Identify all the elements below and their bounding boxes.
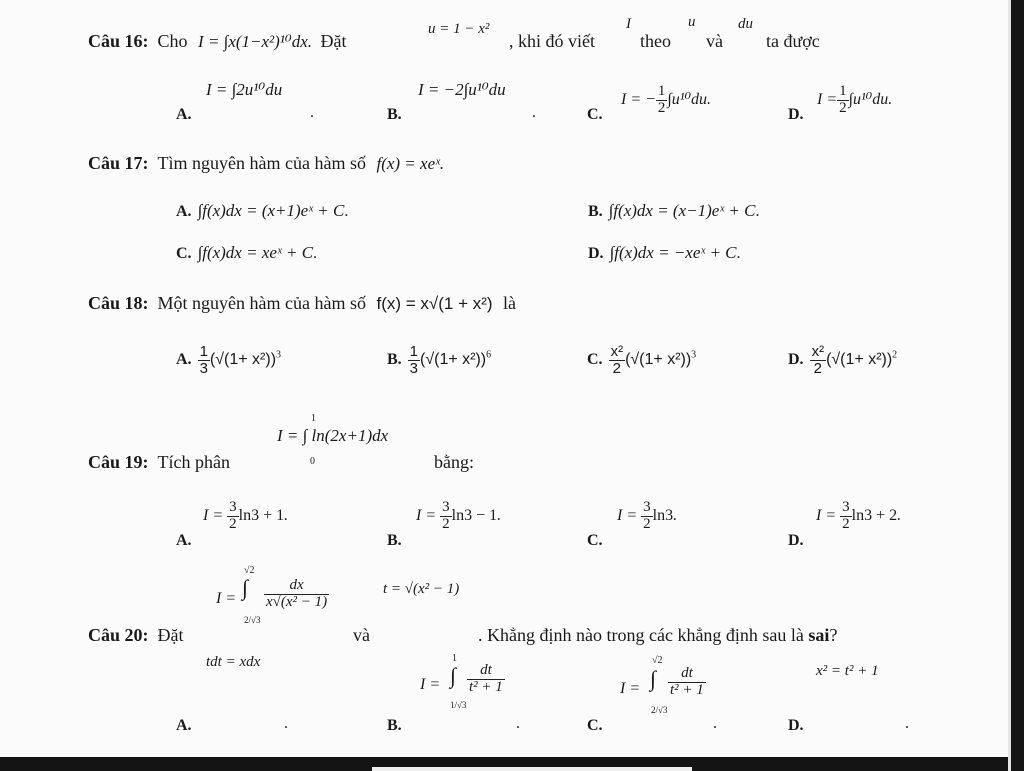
- option-b-lower: 1/√3: [450, 700, 467, 710]
- option-c-expression: (√(1+ x²)): [625, 351, 692, 369]
- option-d-expression: (√(1+ x²)): [826, 351, 893, 369]
- option-b-expression: I = −2∫u¹⁰du: [418, 80, 506, 99]
- question-number: Câu 19:: [88, 452, 149, 472]
- screen-edge-bottom: [0, 757, 1008, 771]
- option-a[interactable]: A. $\frac{1}{3}$ $(√(1+ x^2))^3$: [176, 343, 282, 377]
- question-text: Đặt: [320, 31, 347, 51]
- function-expression: f(x) = xeˣ.: [376, 154, 445, 173]
- option-b-fraction: $\frac{dt}{\text{t² + 1}}$: [469, 662, 503, 695]
- question-text: Tìm nguyên hàm của hàm số: [157, 153, 366, 173]
- option-d[interactable]: D.: [788, 106, 804, 123]
- variable-du: du: [738, 16, 753, 32]
- question-text: , khi đó viết: [509, 31, 595, 51]
- question-text: ta được: [766, 31, 820, 51]
- question-20: [88, 625, 184, 646]
- variable-I: I: [626, 16, 631, 32]
- substitution-expression: t = √(x² − 1): [383, 581, 460, 597]
- option-d-expression: ∫f(x)dx = −xeˣ + C: [609, 243, 737, 262]
- integral-upper-bound: √2: [244, 565, 255, 576]
- integral-fraction: $\frac{dx}{\text{x√(x² − 1)}}$: [266, 577, 328, 610]
- option-b-upper: 1: [452, 653, 457, 664]
- option-a[interactable]: A.: [176, 106, 192, 123]
- option-b[interactable]: B.: [387, 717, 402, 734]
- option-c-lower: 2/√3: [651, 705, 668, 715]
- option-c[interactable]: C. ∫f(x)dx = xeˣ + C.: [176, 243, 318, 262]
- question-number: Câu 18:: [88, 293, 149, 313]
- option-d[interactable]: D. ∫f(x)dx = −xeˣ + C.: [588, 243, 741, 262]
- option-c-expression: ∫f(x)dx = xeˣ + C: [197, 243, 314, 262]
- option-b-end: .: [516, 715, 520, 732]
- option-c-end: .: [713, 715, 717, 732]
- question-text: theo: [640, 31, 671, 51]
- question-18: [88, 293, 516, 314]
- question-text: và: [353, 625, 370, 645]
- screen-edge-right: [1008, 0, 1024, 771]
- integral-lower-bound: 2/√3: [244, 615, 261, 625]
- integral-sign: ∫: [242, 575, 249, 600]
- integral-expression: I = ∫x(1−x²)¹⁰dx.: [198, 32, 313, 51]
- option-c[interactable]: C. $\frac{\text{x²}}{2}$ $(√(1+ x^2))^3$: [587, 343, 697, 377]
- question-text: Tích phân: [157, 452, 230, 472]
- question-text: Một nguyên hàm của hàm số: [157, 293, 366, 313]
- option-b[interactable]: B. ∫f(x)dx = (x−1)eˣ + C.: [588, 201, 760, 220]
- option-c-fraction: $\frac{dt}{\text{t² + 1}}$: [670, 665, 704, 698]
- screen-glow: [372, 767, 692, 771]
- option-c-prefix: I =: [620, 680, 641, 697]
- option-b-expression: (√(1+ x²)): [420, 351, 487, 369]
- option-c-expression: I = − $\frac{1}{2}$ ∫u¹⁰du.: [621, 83, 712, 116]
- integral-upper-bound: 1: [311, 413, 316, 424]
- option-b-expression: ∫f(x)dx = (x−1)eˣ + C: [608, 201, 756, 220]
- integral-expression: I = ∫ ln(2x+1)dx: [277, 426, 389, 445]
- option-a[interactable]: A.: [176, 532, 192, 549]
- option-a[interactable]: A. ∫f(x)dx = (x+1)eˣ + C.: [176, 201, 349, 220]
- question-number: Câu 20:: [88, 625, 149, 645]
- question-19: [88, 452, 230, 473]
- option-c-expression: I = $\frac{3}{2}$ ln3.: [617, 499, 678, 532]
- question-text: là: [503, 293, 517, 313]
- function-expression: f(x) = x√(1 + x²): [376, 294, 493, 313]
- question-number: Câu 17:: [88, 153, 149, 173]
- option-d[interactable]: D.: [788, 532, 804, 549]
- question-text: bằng:: [434, 452, 474, 472]
- option-b-prefix: I =: [420, 676, 441, 693]
- option-c-upper: √2: [652, 655, 663, 666]
- option-d-expression: I = $\frac{3}{2}$ ln3 + 2.: [816, 499, 902, 532]
- question-text: Đặt: [157, 625, 184, 645]
- integral-sign: ∫: [450, 663, 457, 688]
- question-text: Cho: [157, 31, 188, 51]
- integral-prefix: I =: [216, 590, 237, 607]
- variable-u: u: [688, 14, 696, 30]
- question-16: [88, 31, 347, 52]
- option-c[interactable]: C.: [587, 106, 603, 123]
- option-a-expression: I = ∫2u¹⁰du: [206, 80, 283, 99]
- option-a-end: .: [310, 104, 314, 121]
- option-b[interactable]: B.: [387, 106, 402, 123]
- differential-relation: tdt = xdx: [206, 654, 261, 670]
- option-d-expression: x² = t² + 1: [816, 663, 879, 679]
- option-b-end: .: [532, 104, 536, 121]
- integral-sign: ∫: [650, 666, 657, 691]
- option-d-end: .: [905, 715, 909, 732]
- option-a-expression: I = $\frac{3}{2}$ ln3 + 1.: [203, 499, 289, 532]
- option-b[interactable]: B. $\frac{1}{3}$ $(√(1+ x^2))^6$: [387, 343, 492, 377]
- option-b-expression: I = $\frac{3}{2}$ ln3 − 1.: [416, 499, 502, 532]
- option-d-expression: I = $\frac{1}{2}$ ∫u¹⁰du.: [817, 83, 893, 116]
- option-c[interactable]: C.: [587, 717, 603, 734]
- option-d[interactable]: D.: [788, 717, 804, 734]
- option-b[interactable]: B.: [387, 532, 402, 549]
- option-a-expression: (√(1+ x²)): [209, 351, 277, 369]
- option-d[interactable]: D. $\frac{\text{x²}}{2}$ $(√(1+ x^2))^2$: [788, 343, 898, 377]
- question-number: Câu 16:: [88, 31, 149, 51]
- question-text: . Khẳng định nào trong các khẳng định sau là sai?: [478, 625, 838, 645]
- option-a-end: .: [284, 715, 288, 732]
- substitution-expression: u = 1 − x²: [428, 21, 490, 37]
- question-17: [88, 153, 444, 174]
- option-c[interactable]: C.: [587, 532, 603, 549]
- option-a[interactable]: A.: [176, 717, 192, 734]
- question-text: và: [706, 31, 723, 51]
- option-a-expression: ∫f(x)dx = (x+1)eˣ + C: [197, 201, 345, 220]
- integral-lower-bound: 0: [310, 456, 315, 467]
